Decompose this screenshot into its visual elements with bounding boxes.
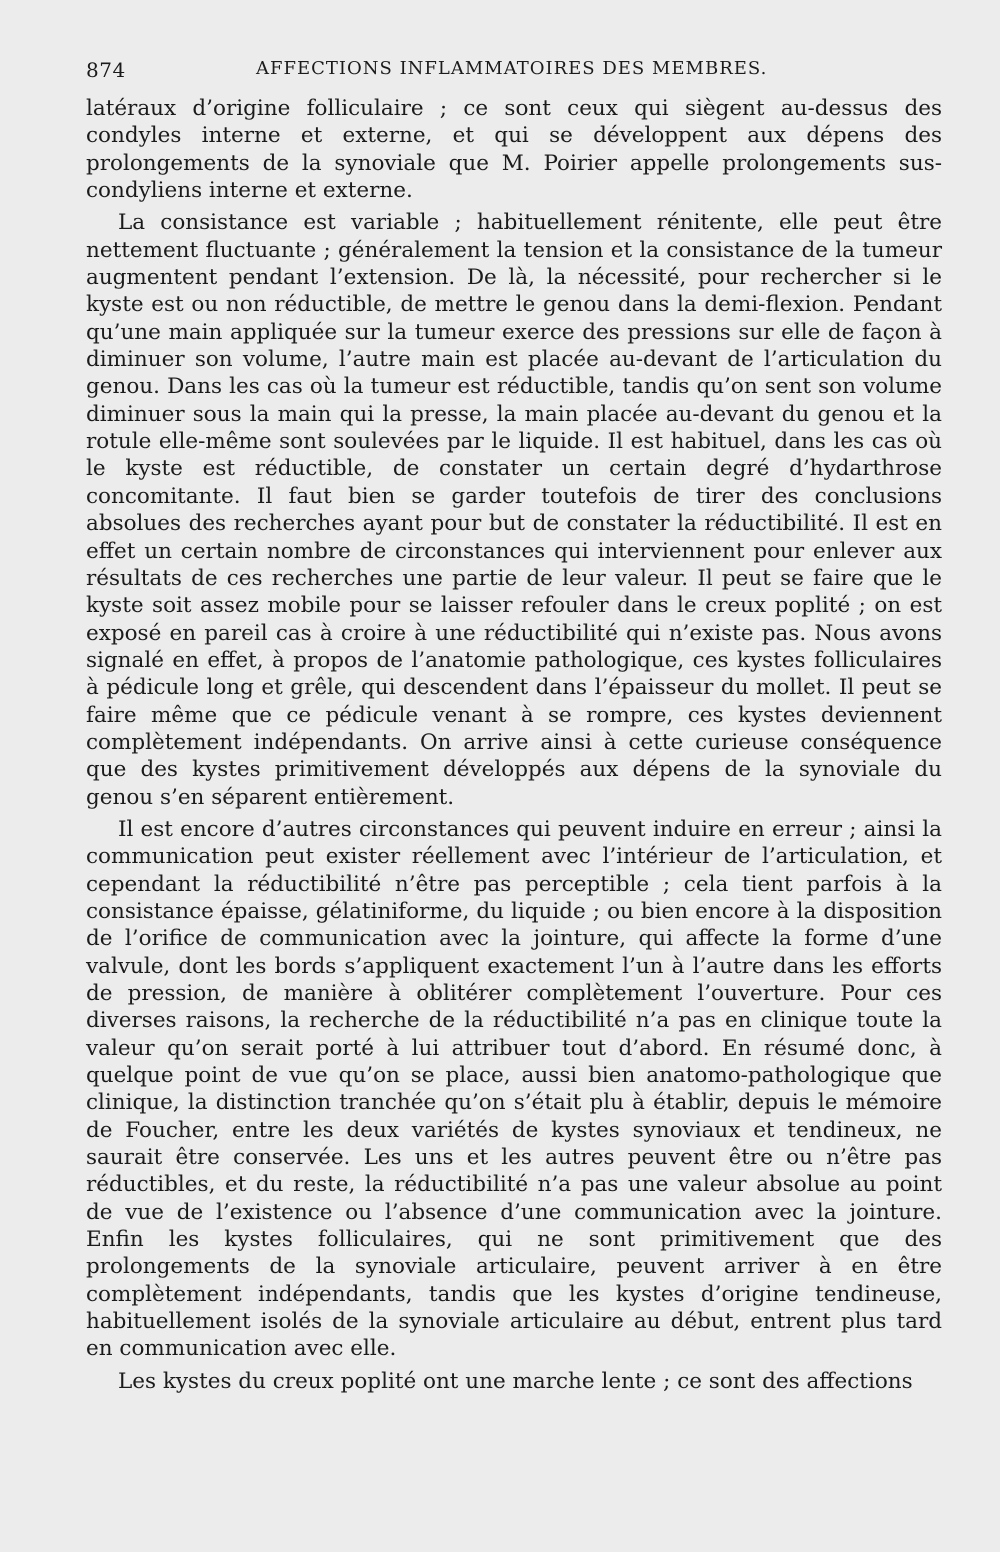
body-text bbox=[86, 95, 942, 1395]
page-header bbox=[86, 58, 932, 88]
paragraph-consistance: La consistance est variable ; habituellement rénitente, elle peut être nettement fluctuante ; généralement la tension et la consistance de la tumeur augmentent pendant l’extension. De là, la nécessité, pour rechercher si le kyste est ou non réductible, de mettre le genou dans la demi-flexion. Pendant qu’une main appliquée sur la tumeur exerce des pressions sur elle de façon à diminuer son volume, l’autre main est placée au-devant de l’articulation du genou. Dans les cas où la tumeur est réductible, tandis qu’on sent son volume diminuer sous la main qui la presse, la main placée au-devant du genou et la rotule elle-même sont soulevées par le liquide. Il est habituel, dans les cas où le kyste est réductible, de constater un certain degré d’hydarthrose concomitante. Il faut bien se garder toutefois de tirer des conclusions absolues des recherches ayant pour but de constater la réductibilité. Il est en effet un certain nombre de circonstances qui interviennent pour enlever aux résultats de ces recherches une partie de leur valeur. Il peut se faire que le kyste soit assez mobile pour se laisser refouler dans le creux poplité ; on est exposé en pareil cas à croire à une réductibilité qui n’existe pas. Nous avons signalé en effet, à propos de l’anatomie pathologique, ces kystes folliculaires à pédicule long et grêle, qui descendent dans l’épaisseur du mollet. Il peut se faire même que ce pédicule venant à se rompre, ces kystes deviennent complètement indépendants. On arrive ainsi à cette curieuse conséquence que des kystes primitivement développés aux dépens de la synoviale du genou s’en séparent entièrement. bbox=[86, 210, 942, 810]
page-number: 874 bbox=[86, 58, 126, 82]
running-title: AFFECTIONS INFLAMMATOIRES DES MEMBRES. bbox=[256, 58, 768, 79]
paragraph-continuation: latéraux d’origine folliculaire ; ce sont ceux qui siègent au-dessus des condyles interne et externe, et qui se développent aux dépens des prolongements de la synoviale que M. Poirier appelle prolongements sus-condyliens interne et externe. bbox=[86, 96, 942, 204]
paragraph-marche: Les kystes du creux poplité ont une marche lente ; ce sont des affections bbox=[118, 1368, 913, 1394]
paragraph-circonstances: Il est encore d’autres circonstances qui peuvent induire en erreur ; ainsi la communication peut exister réellement avec l’intérieur de l’articulation, et cependant la réductibilité n’être pas perceptible ; cela tient parfois à la consistance épaisse, gélatiniforme, du liquide ; ou bien encore à la disposition de l’orifice de communication avec la jointure, qui affecte la forme d’une valvule, dont les bords s’appliquent exactement l’un à l’autre dans les efforts de pression, de manière à oblitérer complètement l’ouverture. Pour ces diverses raisons, la recherche de la réductibilité n’a pas en clinique toute la valeur qu’on serait porté à lui attribuer tout d’abord. En résumé donc, à quelque point de vue qu’on se place, aussi bien anatomo-pathologique que clinique, la distinction tranchée qu’on s’était plu à établir, depuis le mémoire de Foucher, entre les deux variétés de kystes synoviaux et tendineux, ne saurait être conservée. Les uns et les autres peuvent être ou n’être pas réductibles, et du reste, la réductibilité n’a pas une valeur absolue au point de vue de l’existence ou l’absence d’une communication avec la jointure. Enfin les kystes folliculaires, qui ne sont primitivement que des prolongements de la synoviale articulaire, peuvent arriver à en être complètement indépendants, tandis que les kystes d’origine tendineuse, habituellement isolés de la synoviale articulaire au début, entrent plus tard en communication avec elle. bbox=[86, 816, 942, 1362]
